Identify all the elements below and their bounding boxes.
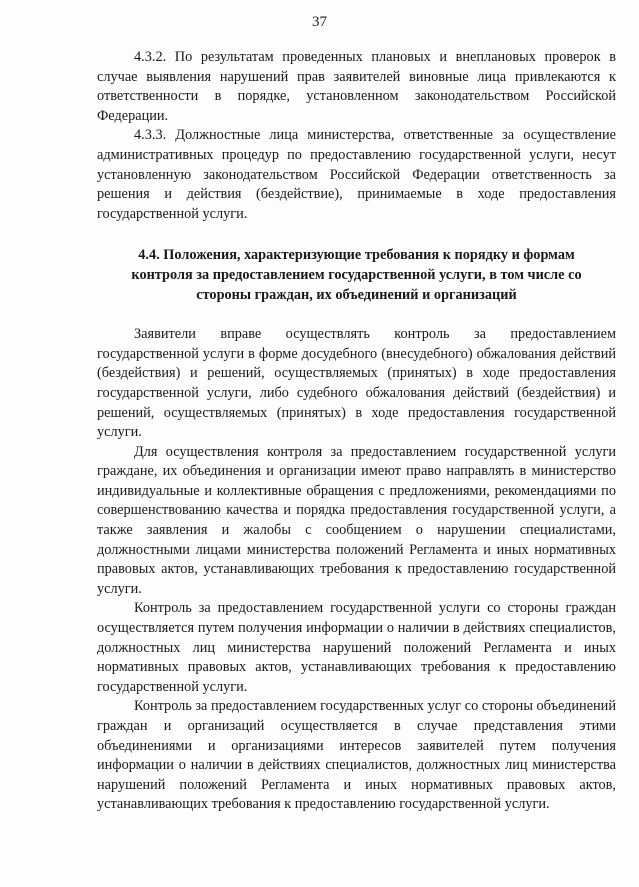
paragraph-4-3-2: 4.3.2. По результатам проведенных плановых и внеплановых проверок в случае выявления нарушений прав заявителей виновные лица привлекаются к ответственности в порядке, установленном законодательством Российской Федерации.	[97, 49, 616, 124]
page-number: 37	[312, 14, 327, 30]
paragraph-applicants-control: Заявители вправе осуществлять контроль за предоставлением государственной услуги в форме досудебного (внесудебного) обжалования действий (бездействия) и решений, осуществляемых (принятых) в ходе предоставления государственной услуги, либо судебного обжалования действий (бездействия) и решений, осуществляемых (принятых) в ходе предоставления государственной услуги.	[97, 326, 616, 441]
document-body	[97, 48, 616, 815]
paragraph-4-3-3: 4.3.3. Должностные лица министерства, ответственные за осуществление административных процедур по предоставлению государственной услуги, несут установленную законодательством Российской Федерации ответственность за решения и действия (бездействие), принимаемые в ходе предоставления государственной услуги.	[97, 127, 616, 222]
paragraph-associations-control: Контроль за предоставлением государственных услуг со стороны объединений граждан и организаций осуществляется в случае представления этими объединениями и организациями интересов заявителей путем получения информации о наличии в действиях специалистов, должностных лиц министерства нарушений положений Регламента и иных нормативных правовых актов, устанавливающих требования к предоставлению государственной услуги.	[97, 698, 616, 813]
paragraph-citizens-control: Контроль за предоставлением государственной услуги со стороны граждан осуществляется путем получения информации о наличии в действиях специалистов, должностных лиц министерства нарушений положений Регламента и иных нормативных правовых актов, устанавливающих требования к предоставлению государственной услуги.	[97, 600, 616, 695]
paragraph-citizens-appeals: Для осуществления контроля за предоставлением государственной услуги граждане, их объединения и организации имеют право направлять в министерство индивидуальные и коллективные обращения с предложениями, рекомендациями по совершенствованию качества и порядка предоставления государственной услуги, а также заявления и жалобы с сообщением о нарушении специалистами, должностными лицами министерства положений Регламента и иных нормативных правовых актов, устанавливающих требования к предоставлению государственной услуги.	[97, 443, 616, 597]
section-heading-4-4: 4.4. Положения, характеризующие требования к порядку и формам контроля за предоставлением государственной услуги, в том числе со стороны граждан, их объединений и организаций	[131, 247, 582, 303]
